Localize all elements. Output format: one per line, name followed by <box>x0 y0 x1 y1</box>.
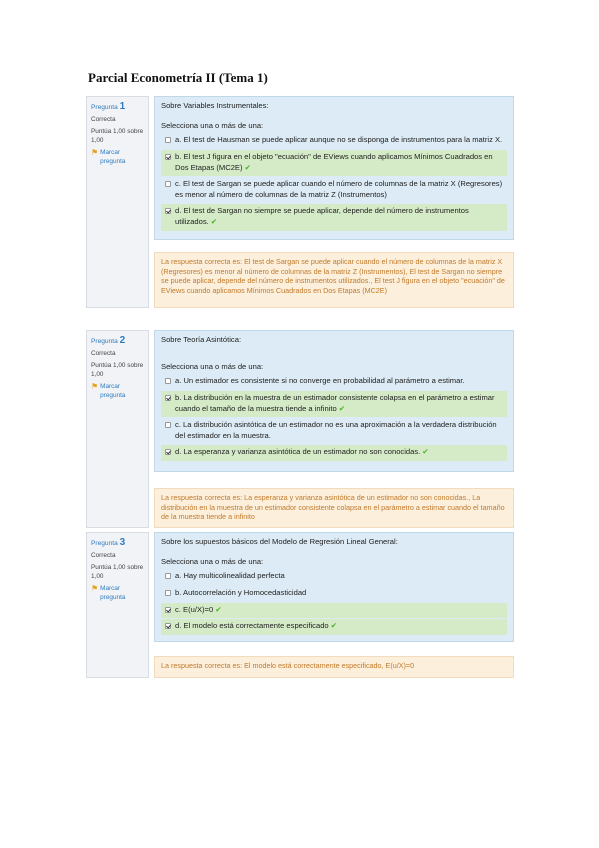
answer-text: d. La esperanza y varianza asintótica de un estimador no son conocidas. <box>175 447 421 457</box>
correct-answer-feedback: La respuesta correcta es: El test de Sargan se puede aplicar cuando el número de columnas de la matriz X (Regresores) es menor al número de columnas de la matriz Z (Instrumentos), El test de Sargan no siempre se puede aplicar, depende del número de instrumentos utilizados., El test J figura en el objeto "ecuación" de EViews cuando aplicamos Mínimos Cuadrados en Dos Etapas (MC2E) <box>154 252 514 308</box>
answer-option-a[interactable] <box>161 133 507 149</box>
answer-option-c[interactable] <box>161 177 507 203</box>
answer-text: a. El test de Hausman se puede aplicar aunque no se disponga de instrumentos para la matriz X. <box>175 135 503 145</box>
question-grade: Puntúa 1,00 sobre 1,00 <box>91 362 144 378</box>
correct-answer-feedback: La respuesta correcta es: La esperanza y varianza asintótica de un estimador no son conocidas., La distribución en la muestra de un estimador consistente colapsa en el parámetro a estimar cuando el tamaño de la muestra tiende a infinito <box>154 488 514 528</box>
question-info <box>86 330 149 528</box>
answer-text: c. E(u/X)=0 <box>175 604 214 614</box>
question-formulation <box>154 96 514 240</box>
question-state: Correcta <box>91 551 116 559</box>
answer-checkbox[interactable] <box>165 154 171 160</box>
question-info <box>86 96 149 308</box>
answer-text: c. La distribución asintótica de un estimador no es una aproximación a la verdadera distribución del estimador en la muestra. <box>175 420 497 440</box>
flag-icon: ⚑ <box>91 148 99 158</box>
answer-text: c. El test de Sargan se puede aplicar cuando el número de columnas de la matriz X (Regresores) es menor al número de columnas de la matriz Z (Instrumentos) <box>175 179 503 199</box>
answer-checkbox[interactable] <box>165 623 171 629</box>
answer-text: b. La distribución en la muestra de un estimador consistente colapsa en el parámetro a estimar cuando el tamaño de la muestra tiende a infinito <box>175 392 495 413</box>
question-grade: Puntúa 1,00 sobre 1,00 <box>91 564 144 580</box>
answer-text: b. El test J figura en el objeto "ecuación" de EViews cuando aplicamos Mínimos Cuadrados en Dos Etapas (MC2E) <box>175 151 493 172</box>
question-state: Correcta <box>91 349 116 357</box>
answer-checkbox[interactable] <box>165 573 171 579</box>
answer-checkbox[interactable] <box>165 590 171 596</box>
answer-checkbox[interactable] <box>165 607 171 613</box>
answer-checkbox[interactable] <box>165 422 171 428</box>
answer-option-a[interactable] <box>161 569 507 585</box>
check-icon: ✔ <box>244 162 251 172</box>
flag-icon: ⚑ <box>91 382 99 392</box>
page-title: Parcial Econometría II (Tema 1) <box>88 70 268 85</box>
question-2 <box>86 330 514 528</box>
answer-option-b[interactable] <box>161 150 507 176</box>
answer-prompt: Selecciona una o más de una: <box>161 556 264 566</box>
answer-prompt: Selecciona una o más de una: <box>161 120 264 130</box>
answer-text: a. Un estimador es consistente si no converge en probabilidad al parámetro a estimar. <box>175 376 465 386</box>
answer-option-b[interactable] <box>161 586 507 602</box>
answer-checkbox[interactable] <box>165 208 171 214</box>
answer-checkbox[interactable] <box>165 395 171 401</box>
question-formulation <box>154 532 514 642</box>
question-text: Sobre Variables Instrumentales: <box>161 101 269 110</box>
question-info <box>86 532 149 678</box>
flag-label: Marcar pregunta <box>100 585 126 602</box>
answer-option-b[interactable] <box>161 391 507 417</box>
check-icon: ✔ <box>210 217 218 226</box>
question-number: Pregunta 3 <box>91 537 126 548</box>
answer-option-a[interactable] <box>161 374 507 390</box>
question-grade: Puntúa 1,00 sobre 1,00 <box>91 128 144 144</box>
answer-checkbox[interactable] <box>165 449 171 455</box>
flag-label: Marcar pregunta <box>100 383 126 400</box>
answer-text: d. El test de Sargan no siempre se puede aplicar, depende del número de instrumentos utilizados. <box>175 206 469 226</box>
question-text: Sobre los supuestos básicos del Modelo de Regresión Lineal General: <box>161 537 398 546</box>
question-formulation <box>154 330 514 472</box>
answer-option-c[interactable] <box>161 418 507 444</box>
question-1 <box>86 96 514 308</box>
flag-label: Marcar pregunta <box>100 149 126 166</box>
check-icon: ✔ <box>215 604 222 614</box>
answer-text: b. Autocorrelación y Homocedasticidad <box>175 587 307 597</box>
question-number: Pregunta 1 <box>91 101 126 112</box>
answer-option-d[interactable] <box>161 619 507 635</box>
answer-checkbox[interactable] <box>165 181 171 187</box>
check-icon: ✔ <box>330 621 338 631</box>
answer-text: d. El modelo está correctamente especificado <box>175 621 329 631</box>
question-number: Pregunta 2 <box>91 335 126 346</box>
check-icon: ✔ <box>422 447 429 457</box>
answer-option-c[interactable] <box>161 603 507 619</box>
answer-checkbox[interactable] <box>165 378 171 384</box>
answer-prompt: Selecciona una o más de una: <box>161 361 264 371</box>
flag-question-button[interactable] <box>91 585 144 602</box>
question-text: Sobre Teoría Asintótica: <box>161 335 242 344</box>
answer-option-d[interactable] <box>161 445 507 461</box>
answer-checkbox[interactable] <box>165 137 171 143</box>
flag-icon: ⚑ <box>91 584 99 594</box>
answer-option-d[interactable] <box>161 204 507 230</box>
answer-text: a. Hay multicolinealidad perfecta <box>175 571 285 581</box>
flag-question-button[interactable] <box>91 149 144 166</box>
question-3 <box>86 532 514 678</box>
correct-answer-feedback: La respuesta correcta es: El modelo está correctamente especificado, E(u/X)=0 <box>154 656 514 678</box>
flag-question-button[interactable] <box>91 383 144 400</box>
check-icon: ✔ <box>338 403 346 413</box>
question-state: Correcta <box>91 115 116 123</box>
